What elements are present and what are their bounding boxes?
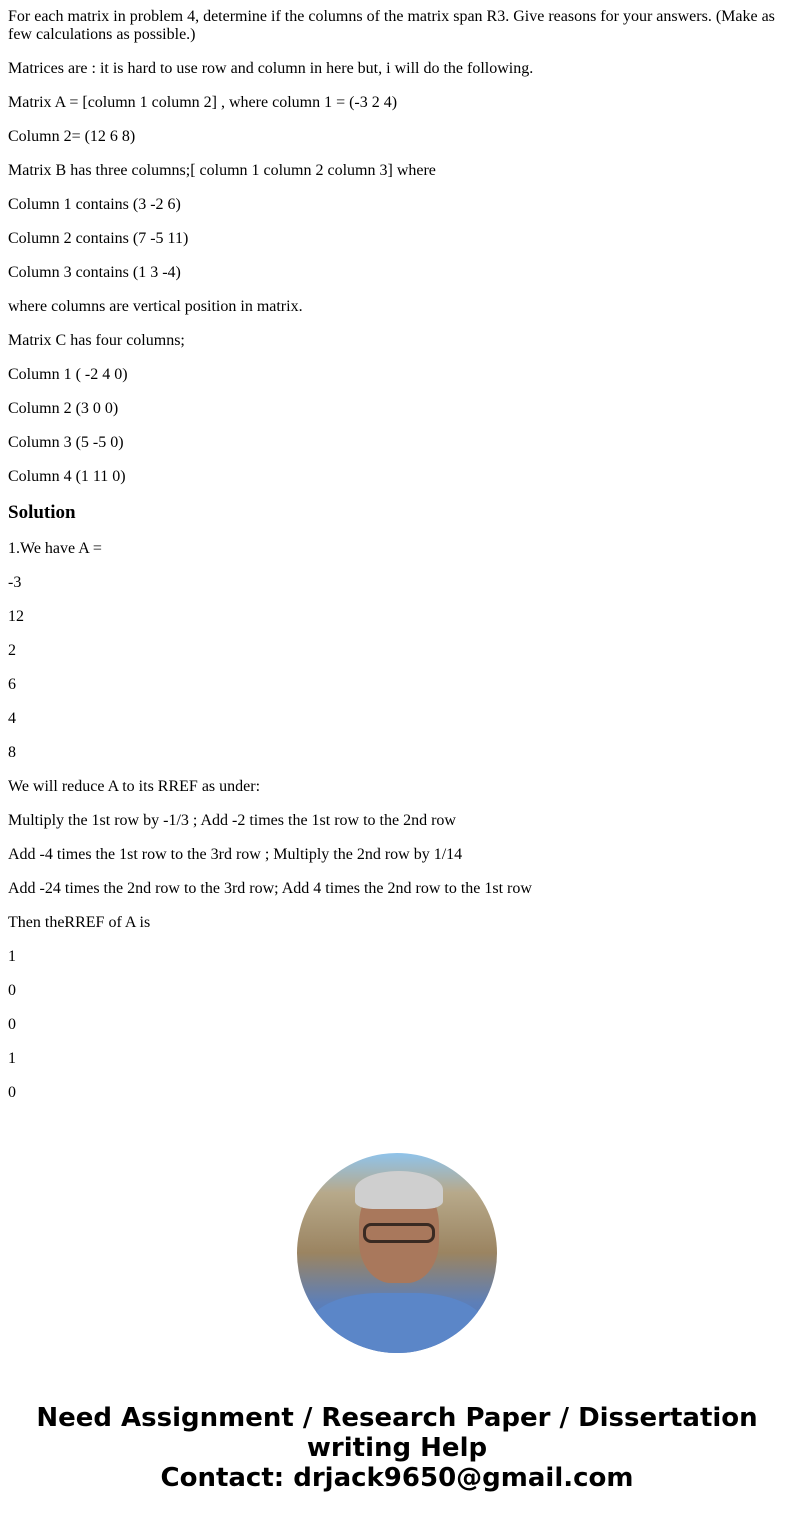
promo-footer xyxy=(0,1403,794,1493)
solution-paragraph: 2 xyxy=(8,642,16,659)
question-paragraph: Column 2 (3 0 0) xyxy=(8,400,119,417)
solution-paragraph: 1 xyxy=(8,1050,16,1067)
solution-paragraph: 8 xyxy=(8,744,16,761)
question-paragraph: where columns are vertical position in matrix. xyxy=(8,298,303,315)
contact-email: Contact: drjack9650@gmail.com xyxy=(160,1463,634,1493)
solution-heading: Solution xyxy=(8,502,76,523)
question-paragraph: Matrix B has three columns;[ column 1 column 2 column 3] where xyxy=(8,162,436,179)
question-paragraph: Column 3 (5 -5 0) xyxy=(8,434,124,451)
solution-paragraph: 0 xyxy=(8,1016,16,1033)
solution-paragraph: Then theRREF of A is xyxy=(8,914,151,931)
question-paragraph: Column 2 contains (7 -5 11) xyxy=(8,230,189,247)
solution-paragraph: 1 xyxy=(8,948,16,965)
question-paragraph: Matrix A = [column 1 column 2] , where column 1 = (-3 2 4) xyxy=(8,94,398,111)
solution-paragraph: 1.We have A = xyxy=(8,540,102,557)
question-paragraph: Matrix C has four columns; xyxy=(8,332,185,349)
solution-paragraph: -3 xyxy=(8,574,22,591)
question-text xyxy=(8,8,786,486)
solution-text xyxy=(8,540,786,1102)
question-paragraph: Matrices are : it is hard to use row and column in here but, i will do the following. xyxy=(8,60,534,77)
question-paragraph: Column 2= (12 6 8) xyxy=(8,128,136,145)
solution-paragraph: 4 xyxy=(8,710,16,727)
solution-paragraph: 6 xyxy=(8,676,16,693)
solution-paragraph: Multiply the 1st row by -1/3 ; Add -2 times the 1st row to the 2nd row xyxy=(8,812,456,829)
solution-paragraph: Add -24 times the 2nd row to the 3rd row; Add 4 times the 2nd row to the 1st row xyxy=(8,880,532,897)
question-paragraph: Column 3 contains (1 3 -4) xyxy=(8,264,181,281)
solution-paragraph: We will reduce A to its RREF as under: xyxy=(8,778,261,795)
solution-paragraph: 0 xyxy=(8,982,16,999)
question-paragraph: Column 4 (1 11 0) xyxy=(8,468,126,485)
author-photo xyxy=(297,1153,497,1353)
question-paragraph: Column 1 ( -2 4 0) xyxy=(8,366,128,383)
question-paragraph: For each matrix in problem 4, determine if the columns of the matrix span R3. Give reasons for your answers. (Make as few calculations as possible.) xyxy=(8,8,775,43)
solution-paragraph: 0 xyxy=(8,1084,16,1101)
question-paragraph: Column 1 contains (3 -2 6) xyxy=(8,196,181,213)
promo-headline: Need Assignment / Research Paper / Dissertation writing Help xyxy=(36,1403,758,1463)
solution-paragraph: 12 xyxy=(8,608,24,625)
solution-paragraph: Add -4 times the 1st row to the 3rd row ; Multiply the 2nd row by 1/14 xyxy=(8,846,463,863)
